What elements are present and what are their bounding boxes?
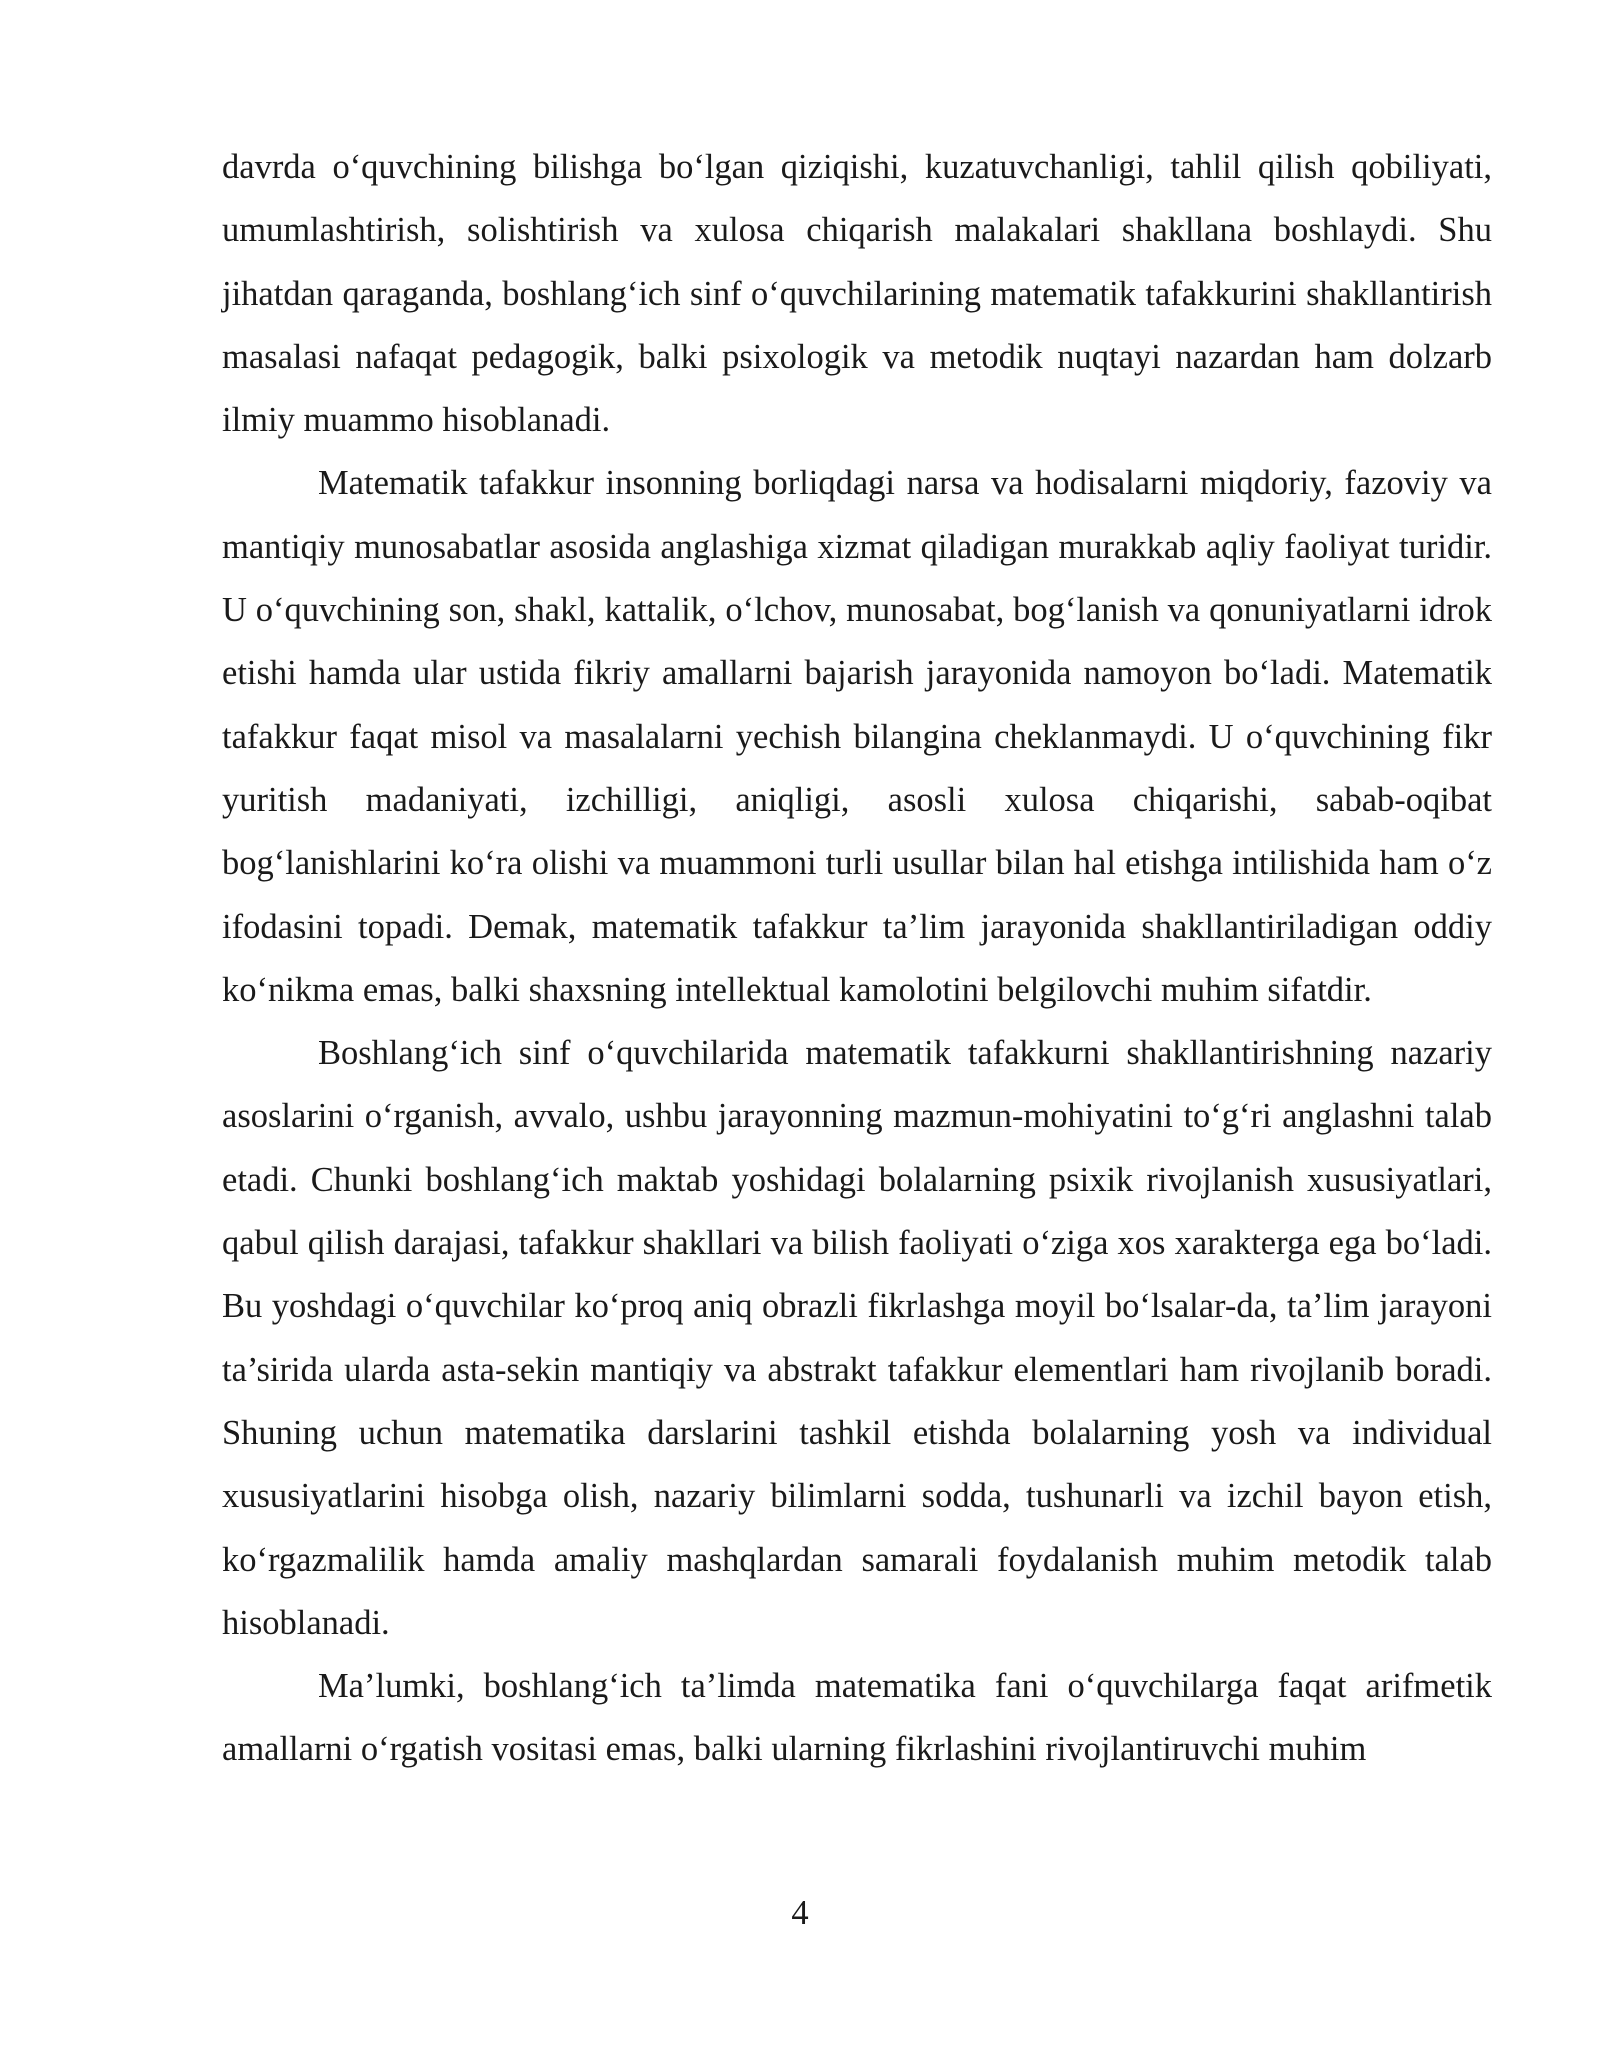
paragraph-mathematical-thinking-definition: Matematik tafakkur insonning borliqdagi narsa va hodisalarni miqdoriy, fazoviy va mantiqiy munosabatlar asosida anglashiga xizmat qiladigan murakkab aqliy faoliyat turidir. U o‘quvchining son, shakl, kattalik, o‘lchov, munosabat, bog‘lanish va qonuniyatlarni idrok etishi hamda ular ustida fikriy amallarni bajarish jarayonida namoyon bo‘ladi. Matematik tafakkur faqat misol va masalalarni yechish bilangina cheklanmaydi. U o‘quvchining fikr yuritish madaniyati, izchilligi, aniqligi, asosli xulosa chiqarishi, sabab-oqibat bog‘lanishlarini ko‘ra olishi va muammoni turli usullar bilan hal etishga intilishida ham o‘z ifodasini topadi. Demak, matematik tafakkur ta’lim jarayonida shakllantiriladigan oddiy ko‘nikma emas, balki shaxsning intellektual kamolotini belgilovchi muhim sifatdir. <box>222 464 1492 1009</box>
paragraph-continuation: davrda o‘quvchining bilishga bo‘lgan qiziqishi, kuzatuvchanligi, tahlil qilish qobiliyati, umumlashtirish, solishtirish va xulosa chiqarish malakalari shakllana boshlaydi. Shu jihatdan qaraganda, boshlang‘ich sinf o‘quvchilarining matematik tafakkurini shakllantirish masalasi nafaqat pedagogik, balki psixologik va metodik nuqtayi nazardan ham dolzarb ilmiy muammo hisoblanadi. <box>222 148 1492 440</box>
page-number: 4 <box>791 1894 809 1932</box>
paragraph-primary-education-math: Ma’lumki, boshlang‘ich ta’limda matematika fani o‘quvchilarga faqat arifmetik amallarni o‘rgatish vositasi emas, balki ularning fikrlashini rivojlantiruvchi muhim <box>222 1667 1492 1769</box>
body-text <box>222 136 1492 1782</box>
paragraph-theoretical-foundations: Boshlang‘ich sinf o‘quvchilarida matematik tafakkurni shakllantirishning nazariy asoslarini o‘rganish, avvalo, ushbu jarayonning mazmun-mohiyatini to‘g‘ri anglashni talab etadi. Chunki boshlang‘ich maktab yoshidagi bolalarning psixik rivojlanish xususiyatlari, qabul qilish darajasi, tafakkur shakllari va bilish faoliyati o‘ziga xos xarakterga ega bo‘ladi. Bu yoshdagi o‘quvchilar ko‘proq aniq obrazli fikrlashga moyil bo‘lsalar-da, ta’lim jarayoni ta’sirida ularda asta-sekin mantiqiy va abstrakt tafakkur elementlari ham rivojlanib boradi. Shuning uchun matematika darslarini tashkil etishda bolalarning yosh va individual xususiyatlarini hisobga olish, nazariy bilimlarni sodda, tushunarli va izchil bayon etish, ko‘rgazmalilik hamda amaliy mashqlardan samarali foydalanish muhim metodik talab hisoblanadi. <box>222 1034 1492 1642</box>
